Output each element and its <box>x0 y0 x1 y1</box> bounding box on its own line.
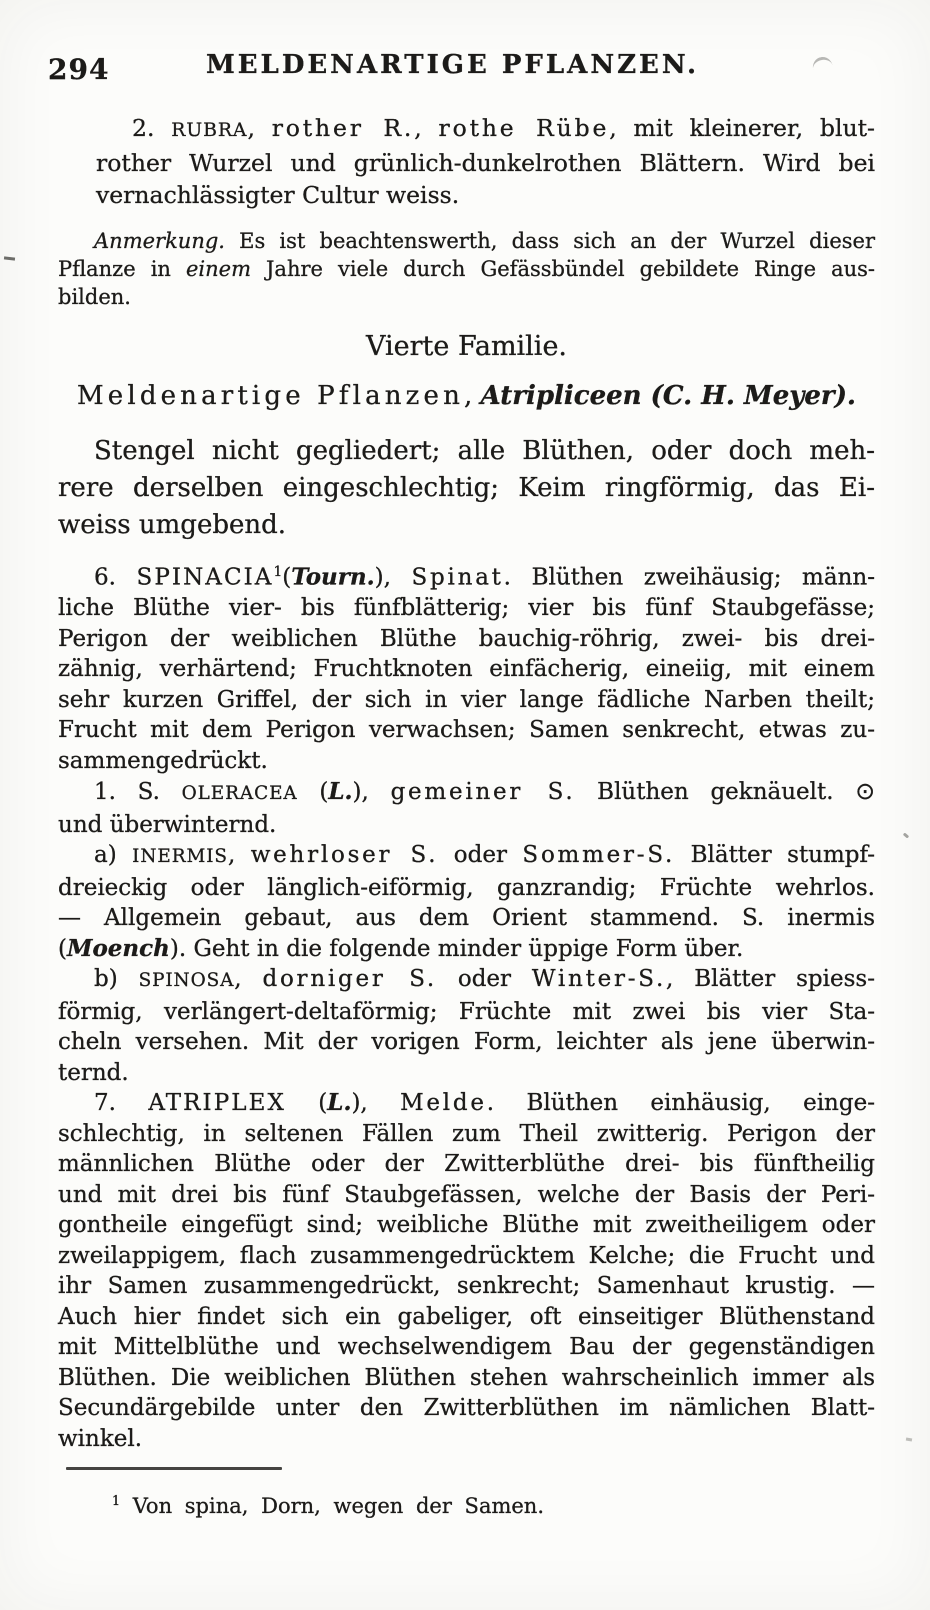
text-segment: ihr Samen zusammengedrückt, senkrecht; Samenhaut krustig. — <box>58 1273 875 1300</box>
text-line <box>58 903 875 934</box>
text-segment: vernachlässigter Cultur weiss. <box>96 181 460 209</box>
text-segment: . Blüthen zweihäusig; männ- <box>503 564 875 591</box>
text-line <box>58 997 875 1028</box>
page-header <box>48 50 875 94</box>
text-line <box>58 715 875 746</box>
text-segment: Es ist beachtenswerth, dass sich an der Wurzel dieser <box>224 229 875 253</box>
text-line <box>58 1363 875 1394</box>
text-segment: Winter-S. <box>531 966 667 993</box>
text-segment: ⊙ <box>855 777 875 806</box>
text-line <box>58 810 875 841</box>
footnote <box>58 1487 875 1520</box>
text-segment: 1 <box>112 1493 121 1509</box>
text-line <box>58 227 875 255</box>
text-segment: sehr kurzen Griffel, der sich in vier lange fädliche Narben theilt; <box>58 686 875 713</box>
text-segment: Blüthen. Die weiblichen Blüthen stehen wahrscheinlich immer als <box>58 1364 875 1391</box>
text-segment: , <box>227 842 251 869</box>
text-segment: Secundärgebilde unter den Zwitterblüthen im nämlichen Blatt- <box>58 1395 875 1422</box>
text-line <box>58 776 875 810</box>
text-segment: 2. <box>132 114 172 142</box>
text-segment: rother R. <box>271 114 415 142</box>
text-segment: Auch hier findet sich ein gabeliger, oft einseitiger Blüthenstand <box>58 1303 875 1330</box>
text-line <box>58 329 875 365</box>
text-segment: bilden. <box>58 285 131 309</box>
text-segment: Blätter stumpf- <box>675 842 875 869</box>
paragraph-oleracea <box>58 776 875 840</box>
text-segment: Perigon der weiblichen Blüthe bauchig-röhrig, zwei- bis drei- <box>58 625 875 652</box>
text-segment: ( <box>282 564 292 591</box>
text-segment: und mit drei bis fünf Staubgefässen, welche der Basis der Peri- <box>58 1181 875 1208</box>
text-line <box>58 1119 875 1150</box>
text-line <box>58 654 875 685</box>
text-segment: Vierte Familie. <box>365 331 568 362</box>
text-line <box>58 873 875 904</box>
text-line <box>58 746 875 777</box>
text-segment: ternd. <box>58 1059 129 1086</box>
text-line <box>58 964 875 997</box>
text-segment: einem <box>185 257 251 281</box>
text-line <box>58 1332 875 1363</box>
text-segment: ), <box>351 1090 401 1117</box>
text-line <box>58 593 875 624</box>
text-line <box>58 1210 875 1241</box>
text-segment: dorniger S. <box>262 966 437 993</box>
text-line <box>58 1271 875 1302</box>
scan-artifact-tick <box>906 1438 912 1442</box>
text-segment: b) <box>94 966 139 993</box>
text-line <box>58 470 875 507</box>
text-segment: sammengedrückt. <box>58 747 268 774</box>
text-line <box>58 376 875 416</box>
paragraph-atriplex <box>58 1088 875 1454</box>
text-segment: förmig, verlängert-deltaförmig; Früchte mit zwei bis vier Sta- <box>58 998 875 1025</box>
text-segment: rere derselben eingeschlechtig; Keim ringförmig, das Ei- <box>58 473 875 503</box>
text-segment: Jahre viele durch Gefässbündel gebildete Ringe aus- <box>250 257 875 281</box>
text-line <box>58 1088 875 1119</box>
text-segment: gontheile eingefügt sind; weibliche Blüthe mit zweitheiligem oder <box>58 1212 875 1239</box>
text-line <box>58 685 875 716</box>
text-segment: a) <box>94 842 133 869</box>
text-line <box>96 147 875 179</box>
text-line <box>58 1487 875 1520</box>
text-segment: 6. <box>94 564 137 591</box>
text-segment: rothe Rübe <box>438 114 610 142</box>
page-number: 294 <box>48 53 110 86</box>
text-segment: 1 <box>273 564 283 580</box>
text-segment: oder <box>437 966 532 993</box>
text-segment: schlechtig, in seltenen Fällen zum Theil zwitterig. Perigon der <box>58 1120 875 1147</box>
text-segment: Stengel nicht gegliedert; alle Blüthen, oder doch meh- <box>94 436 875 466</box>
text-line <box>58 1424 875 1455</box>
heading-meldenartige-pflanzen <box>58 376 875 416</box>
text-segment: L. <box>328 778 353 806</box>
text-line <box>58 1393 875 1424</box>
text-segment: cheln versehen. Mit der vorigen Form, leichter als jene überwin- <box>58 1029 875 1056</box>
text-segment: Sommer-S. <box>522 842 676 869</box>
text-segment: Von spina, Dorn, wegen der Samen. <box>120 1494 545 1519</box>
running-title: MELDENARTIGE PFLANZEN. <box>205 50 700 80</box>
text-line <box>58 1302 875 1333</box>
footnote-rule <box>66 1467 282 1470</box>
text-segment: INERMIS <box>132 846 228 868</box>
text-segment: oder <box>438 842 523 869</box>
paragraph-rubra <box>96 112 875 211</box>
text-segment: liche Blüthe vier- bis fünfblätterig; vier bis fünf Staubgefässe; <box>58 595 875 622</box>
text-line <box>96 179 875 211</box>
text-segment: ). Geht in die folgende minder üppige Form über. <box>169 935 744 962</box>
text-line <box>58 557 875 593</box>
text-segment: L. <box>327 1089 352 1117</box>
text-segment: , <box>234 966 263 993</box>
text-segment: mit Mittelblüthe und wechselwendigem Bau der gegenständigen <box>58 1334 875 1361</box>
text-segment: Melde <box>400 1090 487 1117</box>
text-line <box>58 934 875 965</box>
text-segment: Atripliceen (C. H. Meyer). <box>480 381 856 411</box>
text-segment: Frucht mit dem Perigon verwachsen; Samen senkrecht, etwas zu- <box>58 717 875 744</box>
text-segment: RUBRA <box>171 120 248 141</box>
text-segment: ( <box>285 1090 328 1117</box>
text-segment: wehrloser S. <box>250 842 439 869</box>
scan-artifact-tick <box>903 832 910 838</box>
text-segment: Blüthen geknäuelt. <box>575 779 856 806</box>
paragraph-stengel <box>58 433 875 544</box>
text-segment: Anmerkung. <box>94 229 225 253</box>
text-line <box>58 255 875 283</box>
text-line <box>96 112 875 147</box>
text-segment: Moench <box>66 934 170 962</box>
text-segment: , mit kleinerer, blut- <box>609 114 875 142</box>
paragraph-spinacia <box>58 557 875 776</box>
text-line <box>58 840 875 873</box>
text-line <box>58 507 875 544</box>
text-segment: Meldenartige Pflanzen <box>77 381 464 411</box>
text-segment: ( <box>58 935 67 962</box>
paragraph-spinosa <box>58 964 875 1088</box>
text-segment: ATRIPLEX <box>148 1090 286 1117</box>
text-segment: und überwinternd. <box>58 811 277 838</box>
text-segment: , <box>414 114 439 142</box>
text-segment: weiss umgebend. <box>58 510 287 540</box>
text-segment: , <box>247 114 272 142</box>
scan-artifact-dash <box>4 256 15 260</box>
text-segment: winkel. <box>58 1425 143 1452</box>
paragraph-inermis <box>58 840 875 964</box>
text-segment: dreieckig oder länglich-eiförmig, ganzrandig; Früchte wehrlos. <box>58 874 875 901</box>
text-segment: Tourn. <box>291 563 375 591</box>
text-segment: ( <box>297 779 329 806</box>
text-segment: zweilappigem, flach zusammengedrücktem Kelche; die Frucht und <box>58 1242 875 1269</box>
text-line <box>58 1027 875 1058</box>
text-line <box>58 1241 875 1272</box>
text-line <box>58 624 875 655</box>
text-line <box>58 283 875 311</box>
text-segment: , Blätter spiess- <box>666 966 875 993</box>
text-segment: OLERACEA <box>181 783 298 805</box>
text-segment: SPINACIA <box>136 564 274 591</box>
heading-vierte-familie <box>58 329 875 365</box>
text-segment: gemeiner S. <box>390 779 576 806</box>
text-segment: , <box>463 381 481 411</box>
text-segment: ), <box>374 564 412 591</box>
text-segment: Spinat <box>411 564 504 591</box>
text-segment: . Blüthen einhäusig, einge- <box>486 1090 875 1117</box>
text-segment: SPINOSA <box>138 970 235 992</box>
text-segment: Pflanze in <box>58 257 186 281</box>
text-segment: 1. S. <box>94 779 182 806</box>
text-line <box>58 433 875 470</box>
text-line <box>58 1058 875 1089</box>
text-segment: — Allgemein gebaut, aus dem Orient stammend. S. inermis <box>58 905 875 932</box>
text-segment: zähnig, verhärtend; Fruchtknoten einfächerig, eineiig, mit einem <box>58 656 875 683</box>
text-segment: rother Wurzel und grünlich-dunkelrothen Blättern. Wird bei <box>96 149 875 177</box>
text-line <box>58 1149 875 1180</box>
paragraph-anmerkung <box>58 227 875 311</box>
text-segment: ), <box>352 779 391 806</box>
text-segment: 7. <box>94 1090 149 1117</box>
text-segment: männlichen Blüthe oder der Zwitterblüthe drei- bis fünftheilig <box>58 1151 875 1178</box>
text-line <box>58 1180 875 1211</box>
